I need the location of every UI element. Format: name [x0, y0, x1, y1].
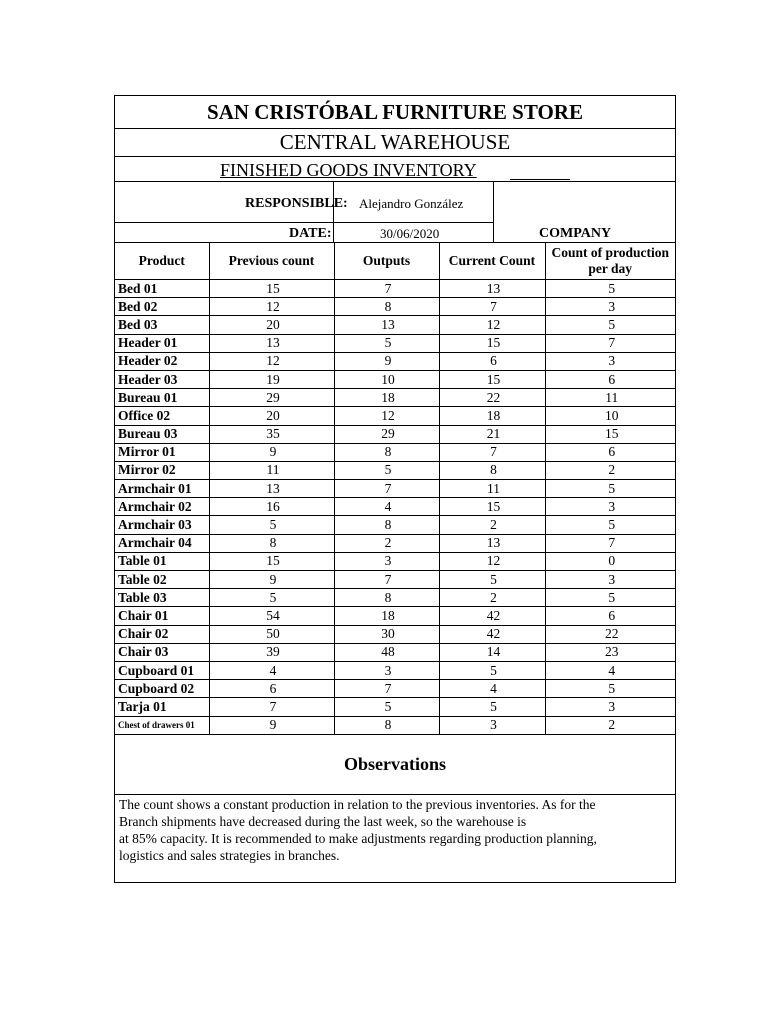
product-cell: Armchair 01: [115, 480, 209, 498]
product-cell: Header 02: [115, 352, 209, 370]
value-cell: 8: [334, 298, 439, 316]
value-cell: 5: [545, 589, 675, 607]
value-cell: 12: [439, 552, 545, 570]
product-cell: Bed 01: [115, 280, 209, 298]
table-row: [115, 607, 675, 625]
value-cell: 2: [545, 716, 675, 734]
value-cell: 20: [209, 316, 334, 334]
value-cell: 16: [209, 498, 334, 516]
value-cell: 5: [439, 571, 545, 589]
value-cell: 6: [209, 680, 334, 698]
value-cell: 12: [439, 316, 545, 334]
value-cell: 13: [209, 334, 334, 352]
product-cell: Chair 03: [115, 643, 209, 661]
value-cell: 9: [209, 571, 334, 589]
inventory-sheet: [114, 95, 676, 883]
value-cell: 14: [439, 643, 545, 661]
value-cell: 7: [545, 334, 675, 352]
table-row: [115, 716, 675, 734]
product-cell: Mirror 02: [115, 461, 209, 479]
product-cell: Tarja 01: [115, 698, 209, 716]
value-cell: 11: [209, 461, 334, 479]
value-cell: 3: [439, 716, 545, 734]
value-cell: 2: [439, 589, 545, 607]
value-cell: 3: [545, 298, 675, 316]
observation-line: The count shows a constant production in relation to the previous inventories. As for the: [119, 797, 596, 812]
value-cell: 6: [545, 370, 675, 388]
product-cell: Table 03: [115, 589, 209, 607]
product-cell: Mirror 01: [115, 443, 209, 461]
value-cell: 7: [334, 280, 439, 298]
divider: [493, 181, 494, 242]
value-cell: 54: [209, 607, 334, 625]
column-header: Current Count: [439, 242, 545, 280]
product-cell: Office 02: [115, 407, 209, 425]
value-cell: 9: [334, 352, 439, 370]
value-cell: 15: [439, 370, 545, 388]
value-cell: 3: [334, 552, 439, 570]
table-row: [115, 461, 675, 479]
value-cell: 12: [334, 407, 439, 425]
table-row: [115, 516, 675, 534]
divider: [115, 222, 493, 223]
inventory-title: FINISHED GOODS INVENTORY: [220, 160, 477, 180]
product-cell: Bureau 01: [115, 389, 209, 407]
value-cell: 48: [334, 643, 439, 661]
table-header-row: [115, 242, 675, 280]
value-cell: 6: [439, 352, 545, 370]
value-cell: 18: [334, 389, 439, 407]
inventory-table: [115, 242, 675, 735]
value-cell: 15: [439, 334, 545, 352]
value-cell: 5: [209, 589, 334, 607]
value-cell: 29: [209, 389, 334, 407]
value-cell: 22: [545, 625, 675, 643]
value-cell: 8: [439, 461, 545, 479]
value-cell: 11: [545, 389, 675, 407]
value-cell: 42: [439, 607, 545, 625]
table-row: [115, 280, 675, 298]
observation-line: at 85% capacity. It is recommended to make adjustments regarding production planning,: [119, 831, 597, 846]
value-cell: 35: [209, 425, 334, 443]
value-cell: 5: [545, 680, 675, 698]
value-cell: 3: [545, 498, 675, 516]
value-cell: 12: [209, 298, 334, 316]
value-cell: 8: [334, 589, 439, 607]
value-cell: 39: [209, 643, 334, 661]
title-underline: [510, 179, 570, 180]
value-cell: 5: [439, 661, 545, 679]
product-cell: Bed 03: [115, 316, 209, 334]
product-cell: Chair 02: [115, 625, 209, 643]
value-cell: 7: [209, 698, 334, 716]
table-row: [115, 389, 675, 407]
product-cell: Armchair 04: [115, 534, 209, 552]
product-cell: Chest of drawers 01: [115, 716, 209, 734]
table-row: [115, 680, 675, 698]
value-cell: 5: [439, 698, 545, 716]
responsible-label: RESPONSIBLE:: [245, 196, 348, 211]
table-row: [115, 643, 675, 661]
table-row: [115, 443, 675, 461]
date-value: 30/06/2020: [380, 226, 440, 241]
divider: [115, 794, 675, 795]
value-cell: 5: [545, 316, 675, 334]
table-row: [115, 552, 675, 570]
column-header: Product: [115, 242, 209, 280]
table-row: [115, 661, 675, 679]
value-cell: 5: [545, 516, 675, 534]
store-title: SAN CRISTÓBAL FURNITURE STORE: [207, 99, 583, 124]
value-cell: 7: [545, 534, 675, 552]
value-cell: 13: [334, 316, 439, 334]
value-cell: 7: [439, 443, 545, 461]
value-cell: 42: [439, 625, 545, 643]
value-cell: 15: [209, 552, 334, 570]
value-cell: 50: [209, 625, 334, 643]
value-cell: 5: [209, 516, 334, 534]
table-row: [115, 407, 675, 425]
responsible-value: Alejandro González: [359, 196, 464, 211]
company-label: COMPANY: [539, 226, 612, 241]
value-cell: 5: [334, 334, 439, 352]
value-cell: 20: [209, 407, 334, 425]
warehouse-title: CENTRAL WAREHOUSE: [279, 129, 511, 154]
table-row: [115, 698, 675, 716]
date-label: DATE:: [289, 226, 332, 241]
product-cell: Armchair 02: [115, 498, 209, 516]
table-body: [115, 280, 675, 735]
value-cell: 4: [209, 661, 334, 679]
value-cell: 5: [334, 698, 439, 716]
value-cell: 5: [545, 480, 675, 498]
value-cell: 5: [334, 461, 439, 479]
value-cell: 21: [439, 425, 545, 443]
value-cell: 7: [439, 298, 545, 316]
value-cell: 3: [545, 352, 675, 370]
table-row: [115, 316, 675, 334]
value-cell: 13: [439, 534, 545, 552]
value-cell: 4: [545, 661, 675, 679]
value-cell: 15: [439, 498, 545, 516]
value-cell: 8: [209, 534, 334, 552]
value-cell: 7: [334, 571, 439, 589]
table-row: [115, 571, 675, 589]
value-cell: 12: [209, 352, 334, 370]
value-cell: 30: [334, 625, 439, 643]
table-row: [115, 298, 675, 316]
value-cell: 7: [334, 680, 439, 698]
observations-title: Observations: [343, 753, 446, 774]
observations-text: [119, 796, 639, 864]
value-cell: 18: [439, 407, 545, 425]
product-cell: Header 01: [115, 334, 209, 352]
product-cell: Cupboard 01: [115, 661, 209, 679]
observation-line: logistics and sales strategies in branches.: [119, 848, 340, 863]
product-cell: Armchair 03: [115, 516, 209, 534]
observation-line: Branch shipments have decreased during the last week, so the warehouse is: [119, 814, 527, 829]
value-cell: 19: [209, 370, 334, 388]
value-cell: 4: [334, 498, 439, 516]
value-cell: 4: [439, 680, 545, 698]
value-cell: 29: [334, 425, 439, 443]
value-cell: 6: [545, 443, 675, 461]
table-row: [115, 352, 675, 370]
product-cell: Table 01: [115, 552, 209, 570]
value-cell: 0: [545, 552, 675, 570]
table-row: [115, 534, 675, 552]
value-cell: 2: [439, 516, 545, 534]
value-cell: 9: [209, 443, 334, 461]
table-row: [115, 589, 675, 607]
value-cell: 7: [334, 480, 439, 498]
table-row: [115, 370, 675, 388]
column-header: Previous count: [209, 242, 334, 280]
table-row: [115, 625, 675, 643]
value-cell: 2: [334, 534, 439, 552]
value-cell: 10: [545, 407, 675, 425]
table-row: [115, 480, 675, 498]
value-cell: 9: [209, 716, 334, 734]
product-cell: Bed 02: [115, 298, 209, 316]
value-cell: 3: [545, 698, 675, 716]
value-cell: 11: [439, 480, 545, 498]
product-cell: Cupboard 02: [115, 680, 209, 698]
value-cell: 3: [545, 571, 675, 589]
value-cell: 8: [334, 443, 439, 461]
product-cell: Bureau 03: [115, 425, 209, 443]
value-cell: 15: [209, 280, 334, 298]
product-cell: Table 02: [115, 571, 209, 589]
value-cell: 5: [545, 280, 675, 298]
divider: [115, 156, 675, 157]
value-cell: 15: [545, 425, 675, 443]
table-row: [115, 425, 675, 443]
value-cell: 13: [439, 280, 545, 298]
divider: [115, 181, 675, 182]
value-cell: 8: [334, 716, 439, 734]
column-header: Count of production per day: [545, 242, 675, 280]
product-cell: Chair 01: [115, 607, 209, 625]
value-cell: 6: [545, 607, 675, 625]
table-row: [115, 498, 675, 516]
value-cell: 10: [334, 370, 439, 388]
table-row: [115, 334, 675, 352]
value-cell: 3: [334, 661, 439, 679]
product-cell: Header 03: [115, 370, 209, 388]
value-cell: 18: [334, 607, 439, 625]
value-cell: 8: [334, 516, 439, 534]
column-header: Outputs: [334, 242, 439, 280]
value-cell: 13: [209, 480, 334, 498]
value-cell: 2: [545, 461, 675, 479]
value-cell: 22: [439, 389, 545, 407]
value-cell: 23: [545, 643, 675, 661]
